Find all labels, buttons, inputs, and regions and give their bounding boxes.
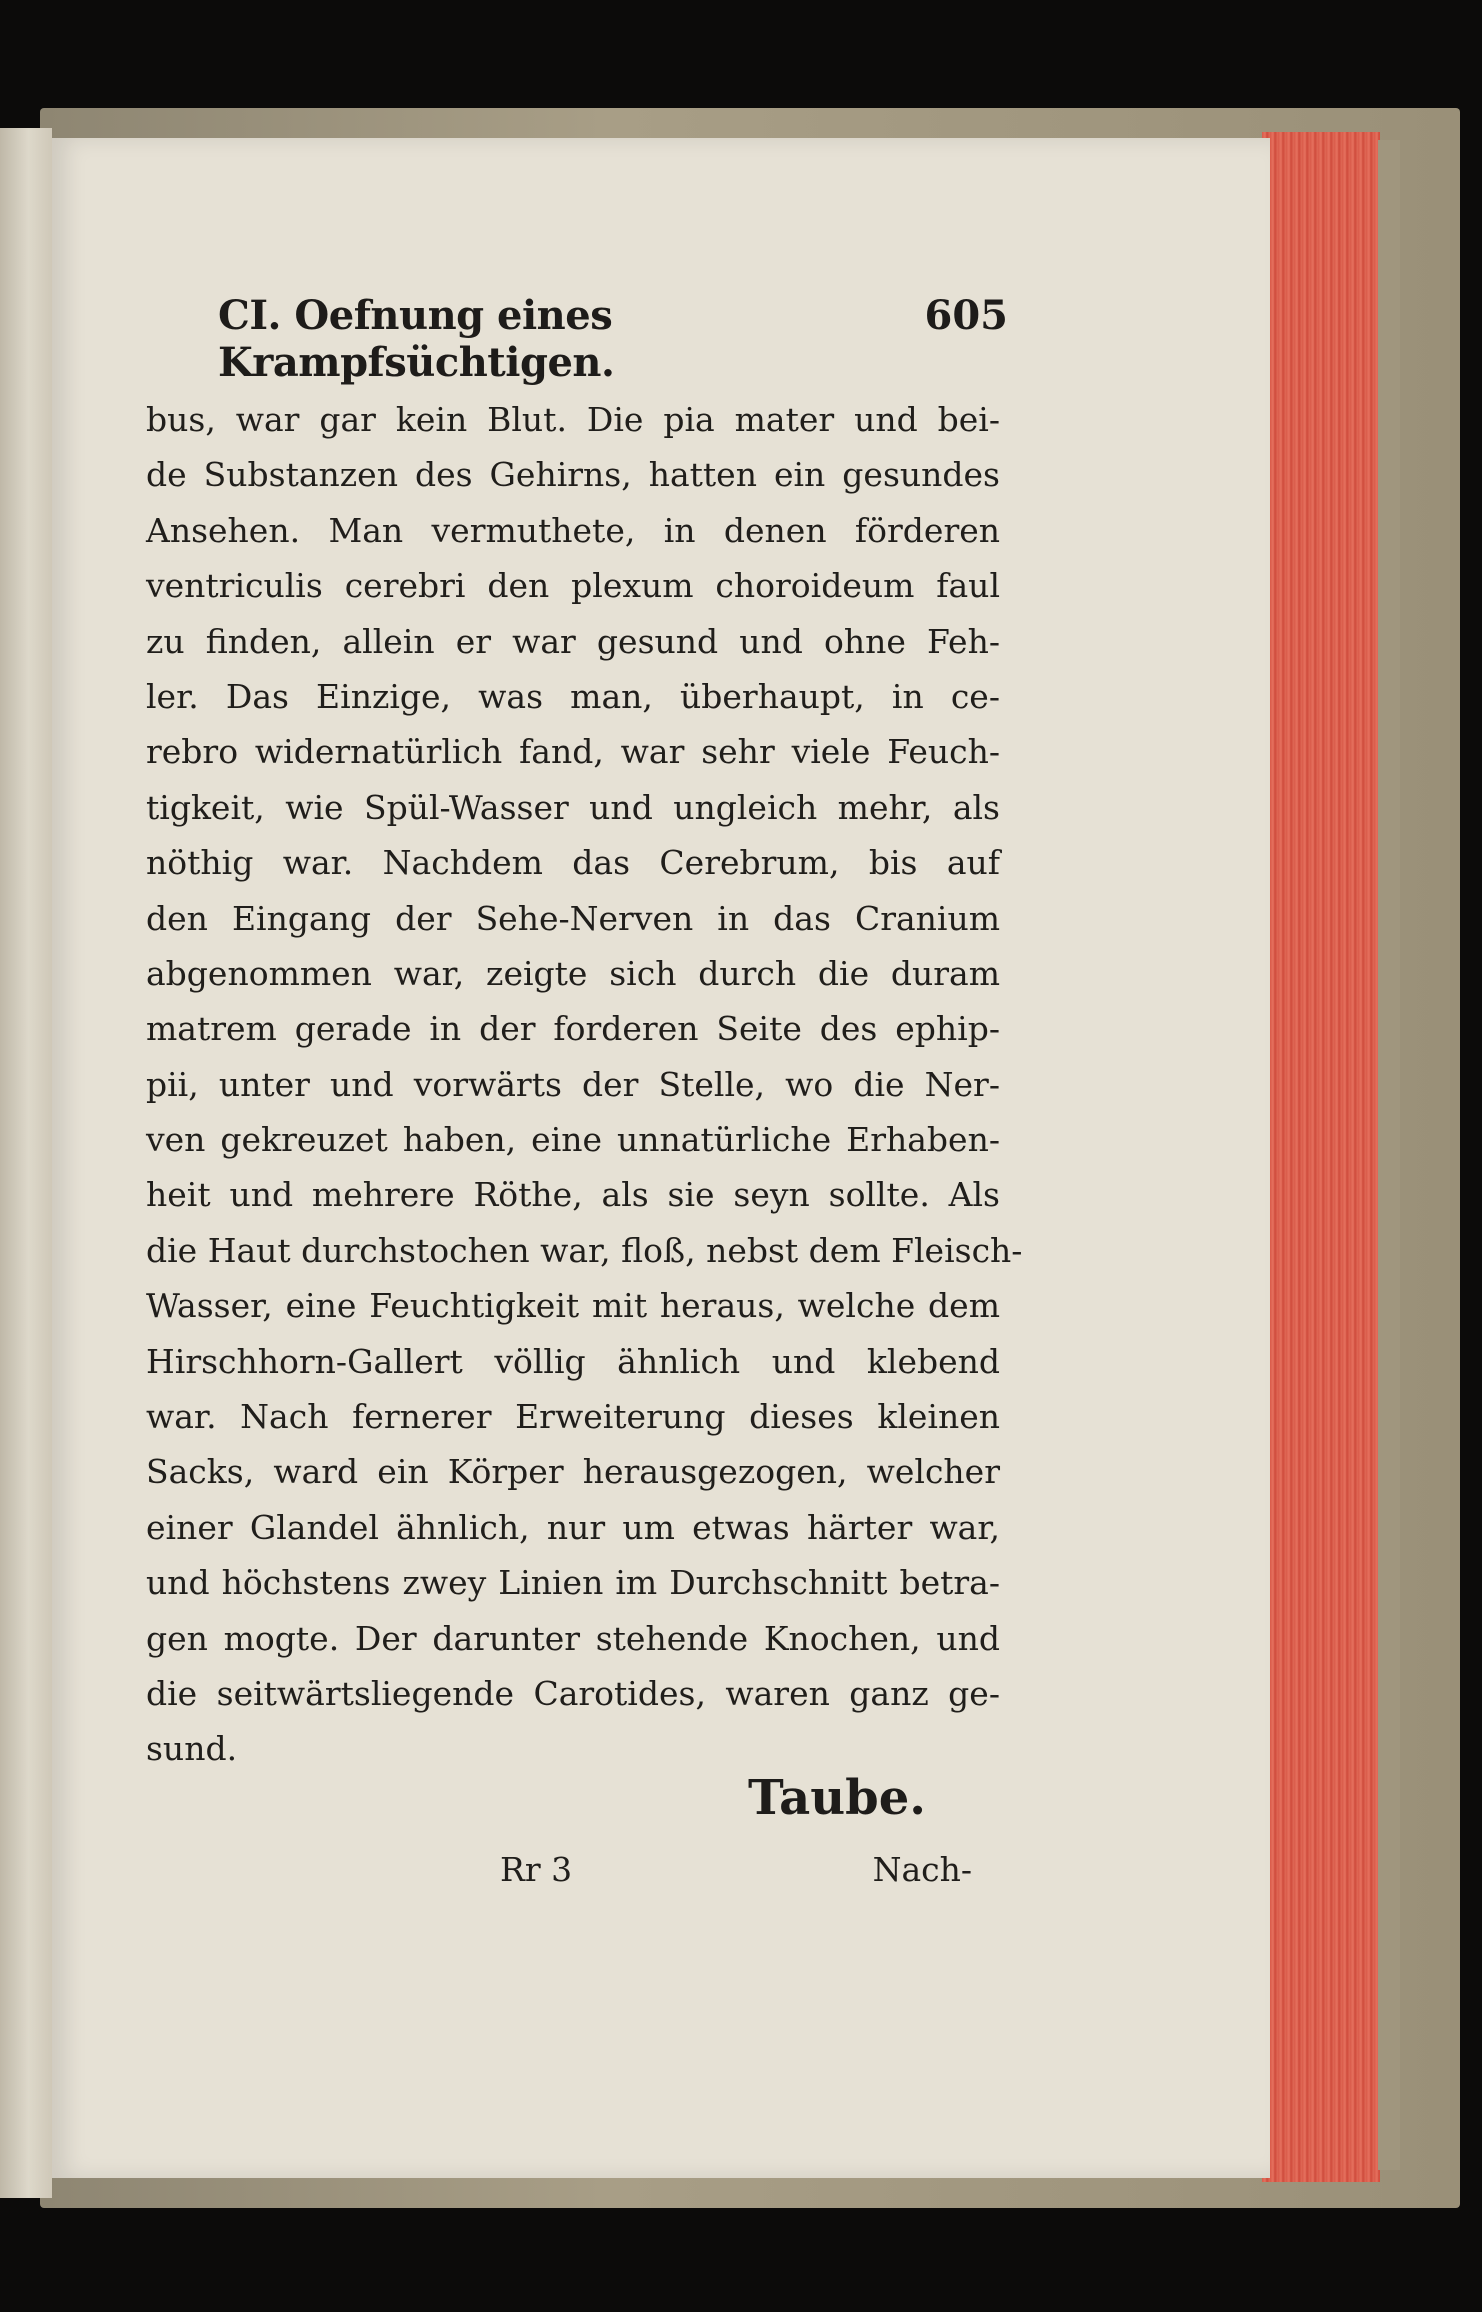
body-text: [146, 392, 1023, 1777]
text-line: abgenommen war, zeigte sich durch die duram: [146, 953, 1000, 993]
text-line: Hirschhorn-Gallert völlig ähnlich und klebend: [146, 1341, 1000, 1381]
text-line: de Substanzen des Gehirns, hatten ein gesundes: [146, 455, 1000, 495]
text-line: ler. Das Einzige, was man, überhaupt, in ce-: [146, 676, 1000, 716]
cover-edge: [1378, 140, 1400, 2170]
text-line: ventriculis cerebri den plexum choroideum faul: [146, 566, 1000, 606]
signature-mark: Rr 3: [500, 1850, 573, 1889]
text-line: tigkeit, wie Spül-Wasser und ungleich mehr, als: [146, 787, 1000, 827]
text-line: die Haut durchstochen war, floß, nebst dem Fleisch-: [146, 1230, 1023, 1270]
text-line: Ansehen. Man vermuthete, in denen förderen: [146, 510, 1000, 550]
text-line: sund.: [146, 1729, 238, 1769]
text-line: zu finden, allein er war gesund und ohne Feh-: [146, 621, 1000, 661]
running-header: [218, 292, 1008, 386]
left-page-edge: [0, 128, 52, 2198]
text-line: pii, unter und vorwärts der Stelle, wo die Ner-: [146, 1064, 1000, 1104]
author-signature: Taube.: [748, 1770, 926, 1826]
text-line: heit und mehrere Röthe, als sie seyn sollte. Als: [146, 1175, 1000, 1215]
text-line: Wasser, eine Feuchtigkeit mit heraus, welche dem: [146, 1286, 1000, 1326]
text-line: matrem gerade in der forderen Seite des ephip-: [146, 1009, 1000, 1049]
red-page-edges: [1262, 132, 1380, 2182]
text-line: ven gekreuzet haben, eine unnatürliche Erhaben-: [146, 1120, 1000, 1160]
text-line: Sacks, ward ein Körper herausgezogen, welcher: [146, 1452, 1000, 1492]
text-line: gen mogte. Der darunter stehende Knochen, und: [146, 1618, 1000, 1658]
text-line: die seitwärtsliegende Carotides, waren ganz ge-: [146, 1673, 1000, 1713]
text-line: und höchstens zwey Linien im Durchschnitt betra-: [146, 1563, 1000, 1603]
text-line: einer Glandel ähnlich, nur um etwas härter war,: [146, 1507, 1000, 1547]
page-footer: [500, 1850, 972, 1889]
chapter-title: CI. Oefnung eines Krampfsüchtigen.: [218, 292, 615, 386]
page-number: 605: [924, 292, 1008, 339]
text-line: den Eingang der Sehe-Nerven in das Cranium: [146, 898, 1000, 938]
text-line: bus, war gar kein Blut. Die pia mater und bei-: [146, 400, 1000, 439]
text-line: nöthig war. Nachdem das Cerebrum, bis auf: [146, 843, 1000, 883]
text-line: war. Nach fernerer Erweiterung dieses kleinen: [146, 1397, 1000, 1437]
catchword: Nach-: [872, 1850, 972, 1889]
text-line: rebro widernatürlich fand, war sehr viele Feuch-: [146, 732, 1000, 772]
